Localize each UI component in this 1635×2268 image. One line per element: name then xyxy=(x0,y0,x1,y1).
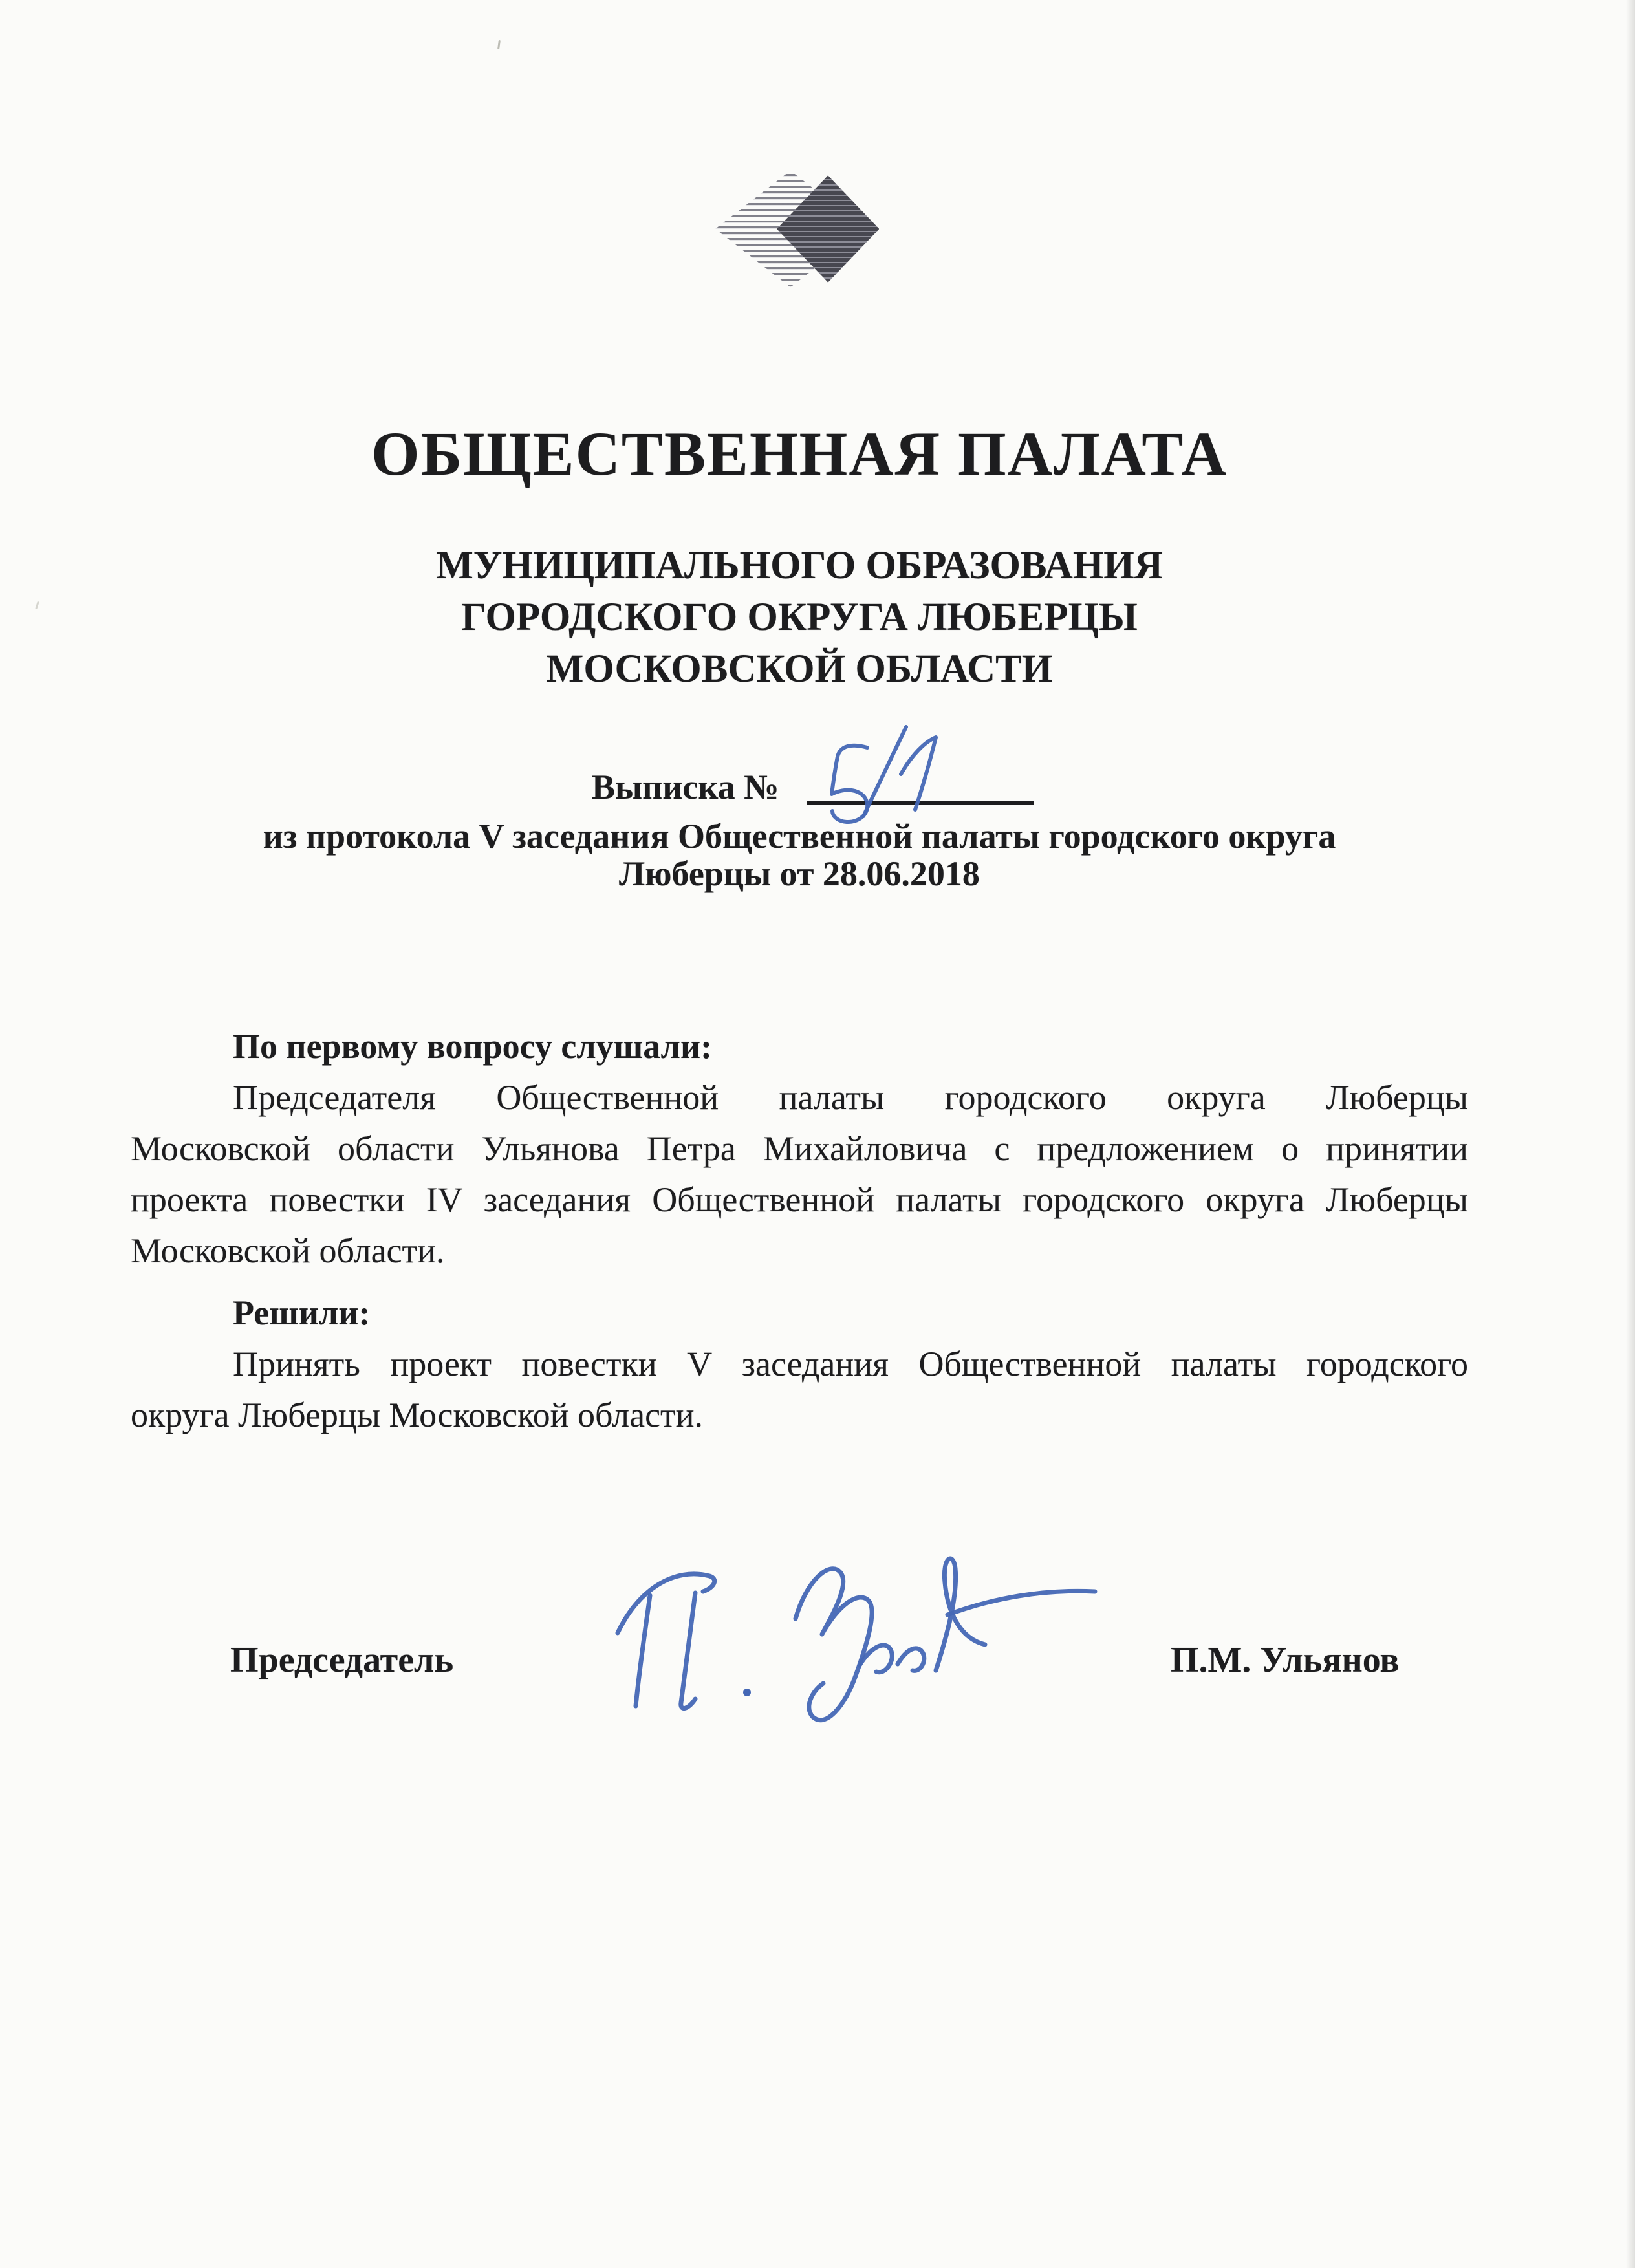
striped-diamond-logo-icon xyxy=(715,168,886,290)
section-1-line: проекта повестки IV заседания Общественной палаты городского округа Люберцы xyxy=(131,1180,1468,1219)
section-2-line: Принять проект повестки V заседания Общественной палаты городского xyxy=(233,1345,1468,1383)
scan-edge-shadow xyxy=(1626,0,1635,2268)
document-body xyxy=(131,1021,1468,1441)
section-1-line: Московской области. xyxy=(131,1231,445,1270)
org-title: ОБЩЕСТВЕННАЯ ПАЛАТА xyxy=(371,419,1228,488)
section-1-heading: По первому вопросу слушали: xyxy=(233,1027,713,1066)
org-subtitle-line-3: МОСКОВСКОЙ ОБЛАСТИ xyxy=(546,647,1053,691)
scan-artifact xyxy=(35,601,39,609)
handwritten-signature xyxy=(598,1536,1122,1756)
section-1-line: Председателя Общественной палаты городского округа Люберцы xyxy=(233,1078,1468,1117)
org-subtitle xyxy=(131,540,1468,695)
signature-role-label: Председатель xyxy=(230,1640,454,1680)
org-subtitle-line-2: ГОРОДСКОГО ОКРУГА ЛЮБЕРЦЫ xyxy=(461,596,1138,639)
org-subtitle-line-1: МУНИЦИПАЛЬНОГО ОБРАЗОВАНИЯ xyxy=(436,544,1163,587)
scan-artifact xyxy=(497,40,501,49)
section-1-line: Московской области Ульянова Петра Михайловича с предложением о принятии xyxy=(131,1129,1468,1168)
section-2-heading: Решили: xyxy=(233,1293,371,1332)
signature-name-label: П.М. Ульянов xyxy=(1171,1640,1400,1680)
section-2-line: округа Люберцы Московской области. xyxy=(131,1396,704,1434)
extract-number-label: Выписка № xyxy=(592,768,779,806)
extract-protocol-line: из протокола V заседания Общественной палаты городского округа xyxy=(263,817,1336,856)
extract-date-line: Люберцы от 28.06.2018 xyxy=(619,854,980,893)
handwritten-extract-number xyxy=(818,719,960,828)
